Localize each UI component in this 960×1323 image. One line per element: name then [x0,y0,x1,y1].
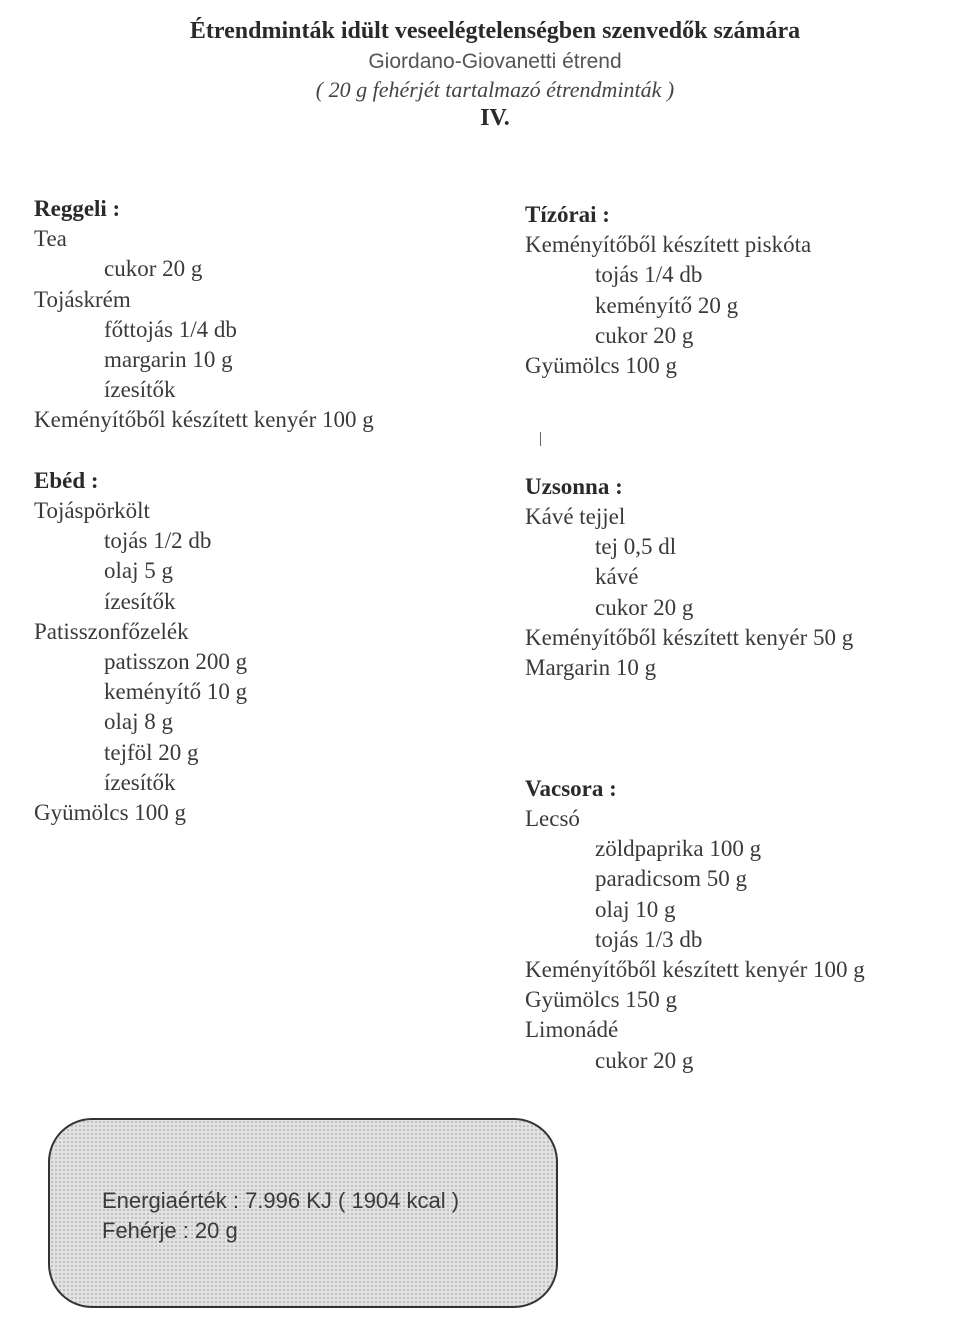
section-spacer [525,442,950,472]
menu-item: Margarin 10 g [525,655,657,680]
protein-value: Fehérje : 20 g [102,1218,238,1243]
menu-item: Gyümölcs 100 g [525,353,678,379]
section-spacer [34,436,474,466]
left-column [34,194,474,828]
ingredient: tojás 1/2 db [104,528,212,554]
menu-item: Keményítőből készített kenyér 100 g [525,956,865,982]
ingredient: tejföl 20 g [104,739,199,765]
ingredient: cukor 20 g [595,594,694,620]
meal-uzsonna [525,472,950,683]
meal-reggeli [34,194,474,436]
meal-heading: Reggeli : [34,196,121,221]
menu-item: Gyümölcs 150 g [525,987,678,1013]
ingredient: főttojás 1/4 db [104,316,237,342]
menu-item: Keményítőből készített kenyér 50 g [525,624,854,650]
meal-heading: Uzsonna : [525,473,623,499]
diet-name: Giordano-Giovanetti étrend [368,50,622,73]
menu-item: Keményítőből készített piskóta [525,232,812,258]
section-spacer [525,713,950,743]
protein-note: ( 20 g fehérjét tartalmazó étrendminták ) [315,77,675,102]
section-spacer [525,411,950,441]
sample-number: IV. [480,105,510,131]
stray-mark [540,432,541,446]
ingredient: keményítő 20 g [595,292,739,318]
ingredient: cukor 20 g [595,322,694,348]
meal-tizorai [525,200,950,381]
menu-item: Gyümölcs 100 g [34,800,187,826]
ingredient: keményítő 10 g [104,679,248,705]
ingredient: ízesítők [104,588,176,614]
ingredient: patisszon 200 g [104,649,248,675]
ingredient: paradicsom 50 g [595,866,748,892]
meal-ebed [34,466,474,828]
energy-value: Energiaérték : 7.996 KJ ( 1904 kcal ) [102,1188,460,1213]
section-spacer [525,683,950,713]
ingredient: ízesítők [104,769,176,795]
section-spacer [525,381,950,411]
meal-vacsora [525,774,950,1076]
menu-item: Kávé tejjel [525,503,626,529]
menu-item: Tojáskrém [34,286,131,312]
document-title: Étrendminták idült veseelégtelenségben szenvedők számára [189,18,801,44]
menu-item: Tojáspörkölt [34,498,150,524]
meal-heading: Vacsora : [525,775,617,801]
ingredient: cukor 20 g [104,256,203,282]
section-spacer [525,744,950,774]
ingredient: olaj 5 g [104,558,173,584]
ingredient: tojás 1/4 db [595,262,703,288]
right-column [525,200,950,1076]
menu-item: Limonádé [525,1017,619,1043]
ingredient: kávé [595,564,639,590]
ingredient: tojás 1/3 db [595,926,703,952]
menu-item: Lecsó [525,805,580,831]
nutrition-summary-text [102,1186,459,1246]
nutrition-summary-box [48,1118,558,1308]
meal-heading: Ebéd : [34,467,99,493]
document-header [0,14,960,132]
menu-item: Keményítőből készített kenyér 100 g [34,407,374,433]
ingredient: olaj 10 g [595,896,676,922]
ingredient: margarin 10 g [104,347,233,373]
ingredient: olaj 8 g [104,709,173,735]
meal-heading: Tízórai : [525,202,610,227]
menu-item: Tea [34,226,67,252]
ingredient: ízesítők [104,377,176,403]
ingredient: zöldpaprika 100 g [595,836,762,862]
ingredient: cukor 20 g [595,1047,694,1073]
menu-item: Patisszonfőzelék [34,618,189,644]
ingredient: tej 0,5 dl [595,534,677,560]
